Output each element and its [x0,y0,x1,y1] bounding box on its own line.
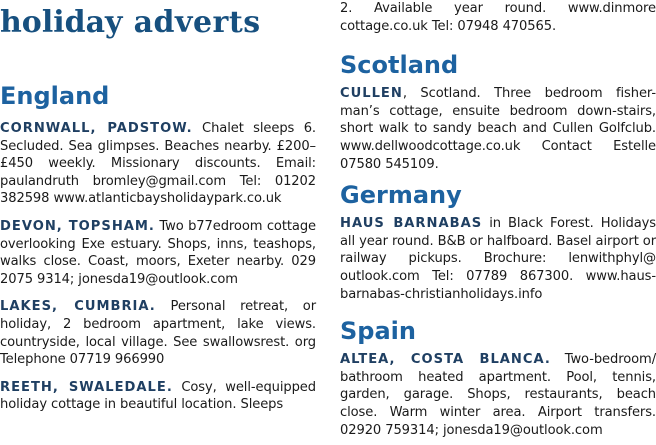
advert-haus-barnabas [340,215,656,303]
advert-cullen [340,85,656,173]
advert-body: Cosy, well-equipped holiday cottage in beautiful location. Sleeps [0,379,316,413]
advert-body: , Scotland. Three bedroom fisher-man’s cottage, ensuite bedroom down-stairs, short walk to sandy beach and Cullen Golfclub. www.dellwoodcottage.co.uk Contact Estelle 07580 545109. [340,86,656,172]
advert-heading: LAKES, CUMBRIA. [0,299,156,315]
section-heading-scotland: Scotland [340,51,459,80]
advert-body: Two-bedroom/ bathroom heated apartment. Pool, tennis, garden, garage. Shops, restaurants, beach close. Warm winter area. Airport transfers. 02920 759314; jonesda19@outlook.com [340,352,656,438]
advert-heading: REETH, SWALEDALE. [0,379,173,395]
advert-cornwall [0,120,316,208]
advert-body: Chalet sleeps 6. Secluded. Sea glimpses. Beaches nearby. £200–£450 weekly. Missionary discounts. Email: paulandruth bromley@gmail.com Tel: 01202 382598 www.atlanticbaysholidaypark.co.uk [0,121,316,207]
title-light: adverts [133,5,261,40]
page-title [0,0,316,42]
title-bold: holiday [0,5,123,40]
advert-heading: ALTEA, COSTA BLANCA. [340,352,551,368]
section-heading-germany: Germany [340,181,462,210]
advert-body: Personal retreat, or holiday, 2 bedroom apartment, lake views. countryside, local village. See swallowsrest. org Telephone 07719 966990 [0,299,316,368]
section-heading-spain: Spain [340,317,416,346]
right-column [340,0,656,445]
advert-altea [340,351,656,439]
advert-reeth-continued: 2. Available year round. www.dinmore cottage.co.uk Tel: 07948 470565. [340,1,656,34]
advert-lakes [0,298,316,368]
section-heading-england: England [0,82,110,110]
advert-body: in Black Forest. Holidays all year round. B&B or halfboard. Basel airport or railway pickups. Brochure: lenwithphyl@ outlook.com Tel: 07789 867300. www.haus-barnabas-christianholidays.info [340,216,656,302]
advert-heading: DEVON, TOPSHAM. [0,218,155,234]
advert-heading: CORNWALL, PADSTOW. [0,121,193,136]
advert-reeth [0,379,316,414]
left-column [0,0,316,424]
advert-body: Two b77edroom cottage overlooking Exe estuary. Shops, inns, teashops, walks close. Coast, moors, Exeter nearby. 029 2075 9314; jonesda19@outlook.com [0,218,316,287]
advert-heading: CULLEN [340,86,403,102]
advert-heading: HAUS BARNABAS [340,216,483,232]
advert-devon [0,218,316,288]
